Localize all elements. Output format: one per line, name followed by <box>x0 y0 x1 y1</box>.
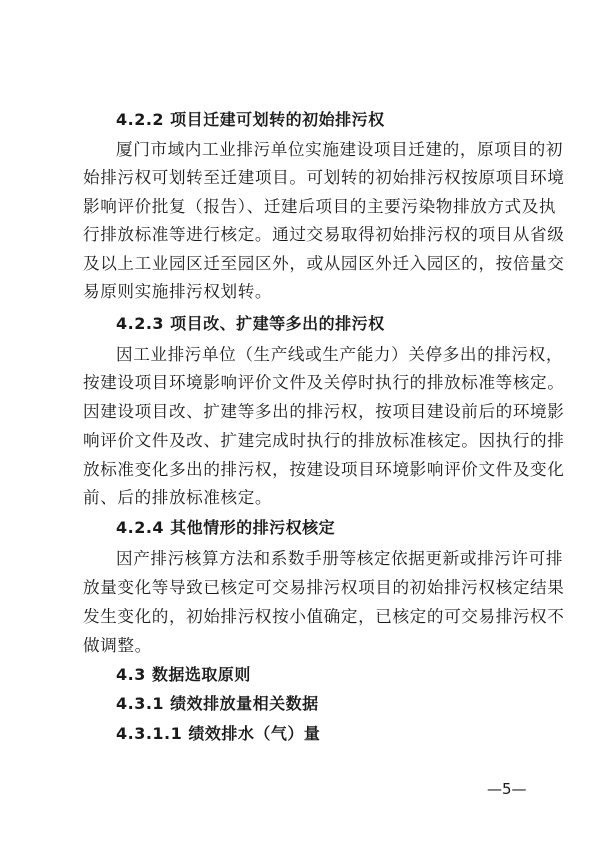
paragraph-line: 按建设项目环境影响评价文件及关停时执行的排放标准等核定。 <box>83 373 565 392</box>
paragraph-line: 行排放标准等进行核定。通过交易取得初始排污权的项目从省级 <box>83 225 565 244</box>
paragraph-line: 放标准变化多出的排污权，按建设项目环境影响评价文件及变化 <box>83 460 565 479</box>
paragraph-line: 前、后的排放标准核定。 <box>83 488 273 507</box>
paragraph-line: 因产排污核算方法和系数手册等核定依据更新或排污许可排 <box>116 549 564 568</box>
paragraph-line: 发生变化的，初始排污权按小值确定，已核定的可交易排污权不 <box>83 607 565 626</box>
paragraph-line: 厦门市域内工业排污单位实施建设项目迁建的，原项目的初 <box>116 140 564 159</box>
paragraph-line: 始排污权可划转至迁建项目。可划转的初始排污权按原项目环境 <box>83 168 565 187</box>
paragraph-line: 做调整。 <box>83 636 152 655</box>
paragraph-line: 易原则实施排污权划转。 <box>83 282 273 301</box>
section-heading-4-3-1: 4.3.1 绩效排放量相关数据 <box>116 694 319 713</box>
section-heading-4-2-2: 4.2.2 项目迁建可划转的初始排污权 <box>116 110 385 129</box>
page-number: —5— <box>487 780 527 798</box>
section-heading-4-3: 4.3 数据选取原则 <box>116 665 251 684</box>
paragraph-line: 因工业排污单位（生产线或生产能力）关停多出的排污权， <box>116 345 564 364</box>
paragraph-line: 响评价文件及改、扩建完成时执行的排放标准核定。因执行的排 <box>83 431 565 450</box>
section-heading-4-3-1-1: 4.3.1.1 绩效排水（气）量 <box>116 724 321 743</box>
paragraph-line: 因建设项目改、扩建等多出的排污权，按项目建设前后的环境影 <box>83 402 565 421</box>
paragraph-line: 影响评价批复（报告）、迁建后项目的主要污染物排放方式及执 <box>83 197 557 216</box>
paragraph-line: 及以上工业园区迁至园区外，或从园区外迁入园区的，按倍量交 <box>83 254 565 273</box>
section-heading-4-2-3: 4.2.3 项目改、扩建等多出的排污权 <box>116 314 385 333</box>
section-heading-4-2-4: 4.2.4 其他情形的排污权核定 <box>116 518 336 537</box>
paragraph-line: 放量变化等导致已核定可交易排污权项目的初始排污权核定结果 <box>83 578 565 597</box>
